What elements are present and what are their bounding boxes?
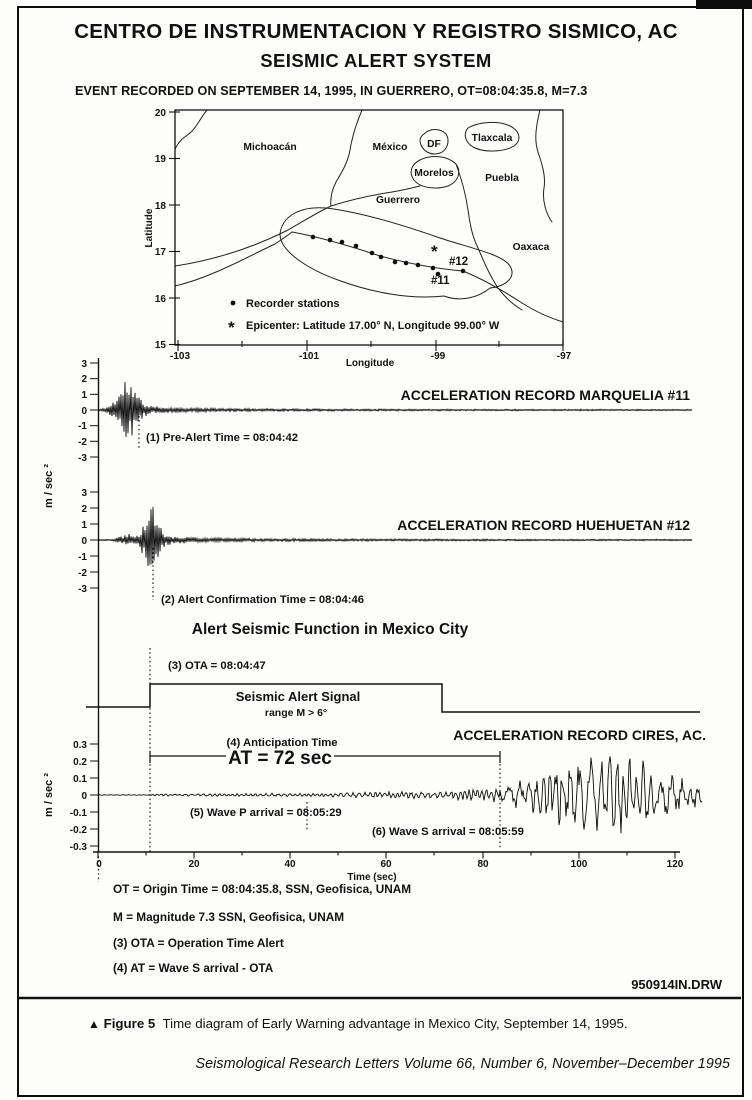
cires-label: ACCELERATION RECORD CIRES, AC. [453, 727, 706, 743]
state-boundary-michoacan-mexico [331, 110, 362, 206]
rec2-tick-m2: -2 [78, 568, 87, 579]
rec1-tick-0: 0 [81, 406, 87, 417]
state-boundary-puebla-west [456, 164, 478, 248]
cires-tick-m03: -0.3 [69, 842, 87, 853]
state-boundary-balsas [175, 206, 331, 266]
state-label-mexico: México [372, 142, 408, 153]
lat-tick-16: 16 [154, 294, 166, 305]
section-heading: Alert Seismic Function in Mexico City [191, 621, 469, 638]
rec2-tick-m3: -3 [78, 584, 87, 595]
state-label-guerrero: Guerrero [375, 195, 421, 206]
cires-tick-m02: -0.2 [69, 825, 87, 836]
rec1-tick-m1: -1 [78, 421, 87, 432]
rec2-tick-3: 3 [81, 488, 87, 499]
anticipation-value: AT = 72 sec [228, 748, 332, 769]
wave-p-note: (5) Wave P arrival = 08:05:29 [190, 807, 342, 819]
drawing-file-label: 950914IN.DRW [631, 977, 722, 992]
time-tick-20: 20 [188, 859, 200, 870]
rec2-tick-m1: -1 [78, 552, 87, 563]
rec1-note: (1) Pre-Alert Time = 08:04:42 [146, 432, 299, 444]
journal-footer: Seismological Research Letters Volume 66, Number 6, November–December 1995 [195, 1056, 730, 1072]
caption-text: Time diagram of Early Warning advantage in Mexico City, September 14, 1995. [162, 1016, 628, 1031]
note-ota: (3) OTA = Operation Time Alert [113, 936, 284, 950]
rec-ylabel-top: m / sec ² [43, 463, 55, 509]
time-axis-label: Time (sec) [347, 872, 397, 883]
anticipation-label: (4) Anticipation Time [226, 737, 338, 749]
epicenter-icon: * [431, 242, 438, 261]
time-tick-100: 100 [570, 859, 588, 870]
rec1-tick-m3: -3 [78, 453, 87, 464]
state-label-oaxaca: Oaxaca [512, 242, 550, 253]
rec-ylabel-bottom: m / sec ² [43, 772, 55, 818]
page-subtitle-system: SEISMIC ALERT SYSTEM [260, 50, 492, 71]
map-tick-marks [169, 112, 563, 351]
time-tick-80: 80 [477, 859, 489, 870]
legend-epicenter-label: Epicenter: Latitude 17.00° N, Longitude 99.00° W [246, 320, 500, 332]
alert-signal-title: Seismic Alert Signal [235, 689, 361, 704]
lat-tick-19: 19 [154, 154, 166, 165]
rec2-tick-0: 0 [81, 536, 87, 547]
state-boundary-puebla-east [536, 110, 552, 222]
cires-tick-0: 0 [81, 791, 87, 802]
alert-signal-step-function [86, 684, 700, 712]
event-line: EVENT RECORDED ON SEPTEMBER 14, 1995, IN GUERRERO, OT=08:04:35.8, M=7.3 [75, 84, 588, 98]
cires-ticks [90, 744, 99, 846]
cires-tick-03: 0.3 [73, 740, 87, 751]
time-tick-60: 60 [380, 859, 392, 870]
rec1-tick-3: 3 [81, 359, 87, 370]
lon-tick-99: -99 [430, 351, 446, 362]
wave-s-note: (6) Wave S arrival = 08:05:59 [372, 826, 524, 838]
legend-station-dot-icon [231, 301, 236, 306]
ota-note: (3) OTA = 08:04:47 [168, 660, 266, 672]
cires-tick-m01: -0.1 [69, 808, 87, 819]
time-tick-120: 120 [666, 859, 684, 870]
alert-signal-range: range M > 6° [264, 707, 328, 719]
seismogram-huehuetan [99, 507, 692, 566]
note-magnitude: M = Magnitude 7.3 SSN, Geofisica, UNAM [113, 910, 345, 924]
coastline-west [175, 232, 292, 286]
lat-tick-18: 18 [154, 201, 166, 212]
lon-tick-101: -101 [298, 351, 320, 362]
state-label-puebla: Puebla [485, 173, 519, 184]
time-tick-0: 0 [96, 859, 102, 870]
station-12-label: #12 [449, 256, 469, 268]
time-tick-40: 40 [284, 859, 296, 870]
rec2-tick-1: 1 [81, 520, 87, 531]
rupture-zone [280, 208, 512, 299]
state-boundary-guerrero-oaxaca [478, 248, 522, 310]
rec2-label: ACCELERATION RECORD HUEHUETAN #12 [397, 517, 690, 533]
map-xlabel: Longitude [345, 358, 395, 369]
rec2-ticks [90, 492, 99, 588]
state-boundary [175, 110, 207, 150]
map-frame [175, 110, 563, 345]
caption-triangle-icon: ▲ [88, 1017, 100, 1031]
time-axis-ticks [98, 852, 675, 859]
page-title: CENTRO DE INSTRUMENTACION Y REGISTRO SISMICO, AC [74, 20, 678, 43]
rec1-tick-1: 1 [81, 390, 87, 401]
lat-tick-20: 20 [154, 108, 166, 119]
rec1-ticks [90, 363, 99, 457]
rec2-note: (2) Alert Confirmation Time = 08:04:46 [161, 594, 365, 606]
state-label-df: DF [427, 139, 441, 150]
lat-tick-15: 15 [154, 340, 166, 351]
rec2-tick-2: 2 [81, 504, 87, 515]
figure-caption [88, 1016, 628, 1031]
state-label-tlaxcala: Tlaxcala [471, 133, 513, 144]
rec1-tick-2: 2 [81, 374, 87, 385]
note-origin-time: OT = Origin Time = 08:04:35.8, SSN, Geofisica, UNAM [113, 882, 412, 896]
coastline-east [463, 271, 563, 322]
station-11-label: #11 [431, 275, 450, 287]
cires-tick-02: 0.2 [73, 757, 87, 768]
seismogram-cires [99, 756, 702, 833]
lon-tick-97: -97 [556, 351, 572, 362]
legend-stations-label: Recorder stations [246, 298, 340, 310]
rec1-tick-m2: -2 [78, 437, 87, 448]
lat-tick-17: 17 [154, 247, 166, 258]
caption-figure-number: Figure 5 [103, 1016, 156, 1031]
recorder-station-dots [311, 235, 469, 277]
legend-epicenter-icon: * [228, 318, 235, 337]
note-at: (4) AT = Wave S arrival - OTA [113, 961, 274, 975]
rec1-label: ACCELERATION RECORD MARQUELIA #11 [400, 387, 690, 403]
lon-tick-103: -103 [169, 351, 191, 362]
state-label-morelos: Morelos [414, 168, 454, 179]
state-label-michoacan: Michoacán [243, 142, 297, 153]
map-ylabel: Latitude [144, 208, 155, 248]
cires-tick-01: 0.1 [73, 774, 87, 785]
